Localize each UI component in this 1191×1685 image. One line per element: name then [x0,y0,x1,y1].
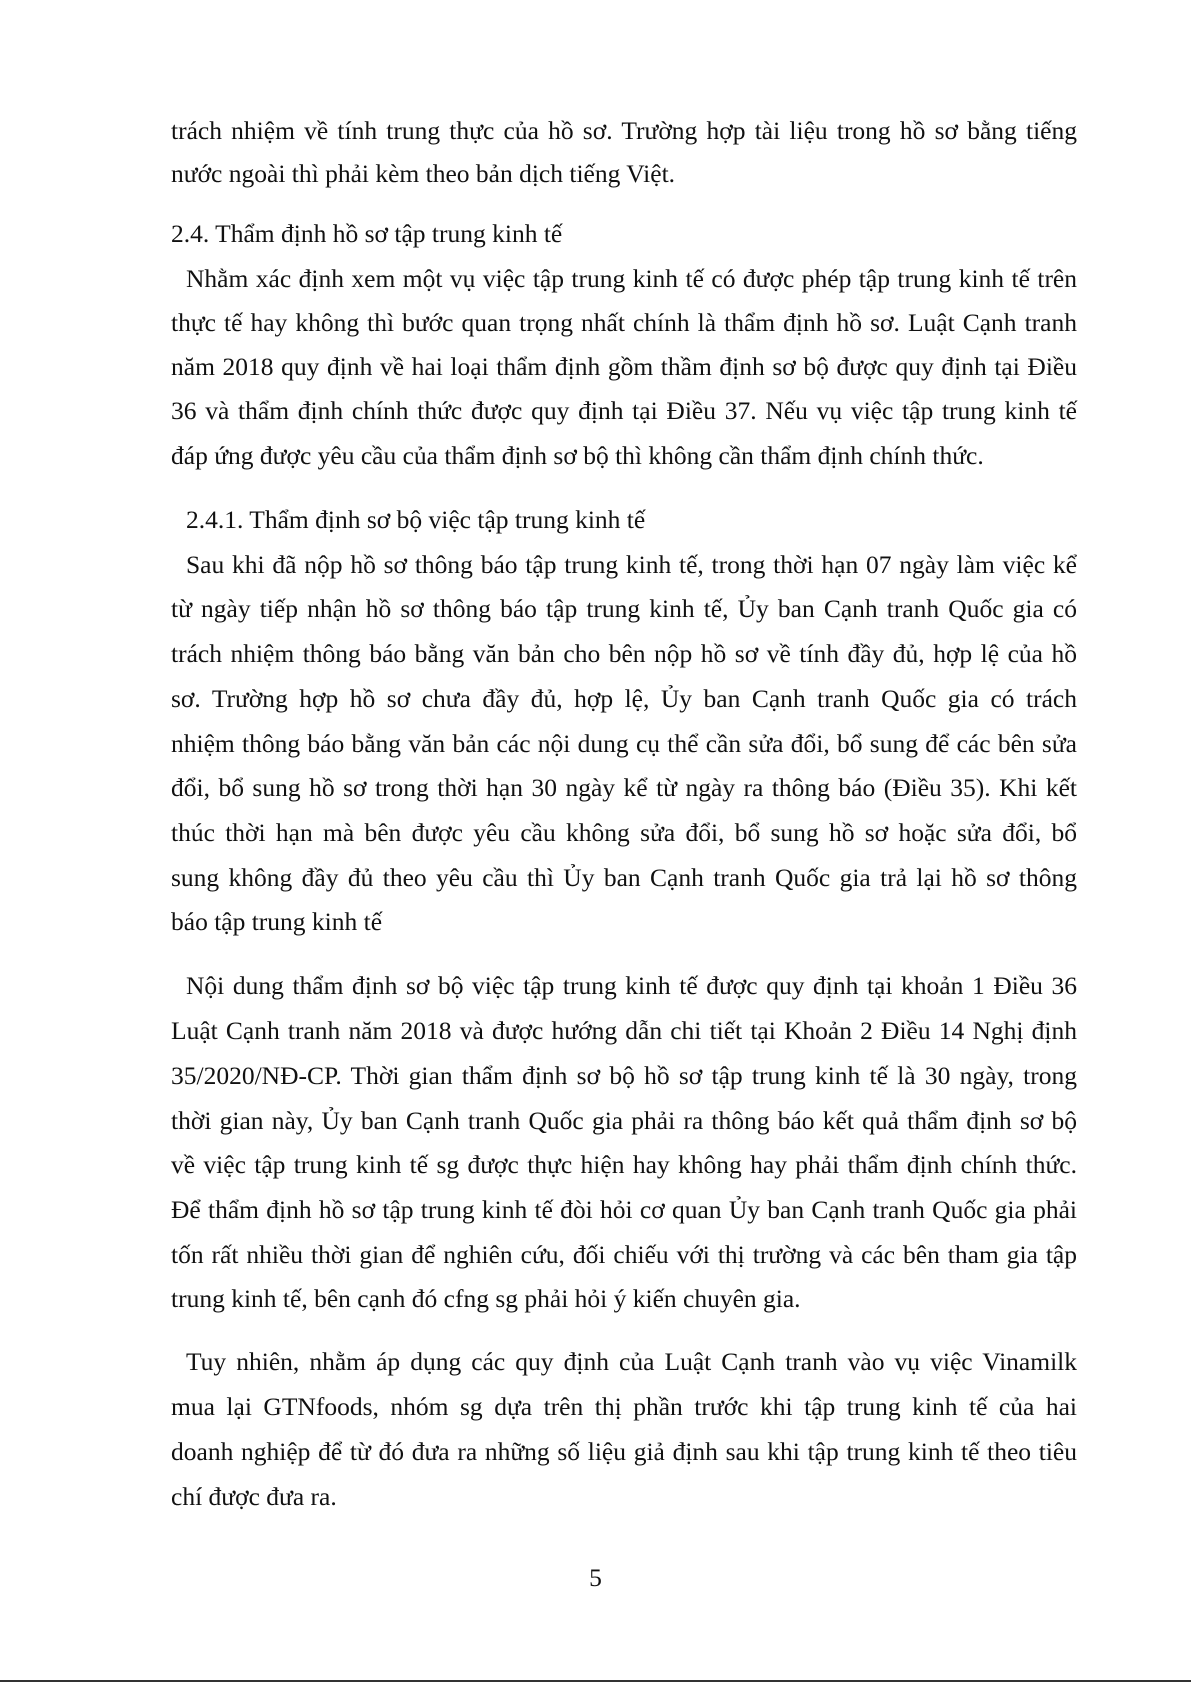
page-number: 5 [589,1563,602,1592]
para-2-4-1-line-2: từ ngày tiếp nhận hồ sơ thông báo tập trung kinh tế, Ủy ban Cạnh tranh Quốc gia có [171,594,1077,623]
para-content-line-5: về việc tập trung kinh tế sg được thực hiện hay không hay phải thẩm định chính thức. [171,1150,1077,1179]
para-content-line-3: 35/2020/NĐ-CP. Thời gian thẩm định sơ bộ hồ sơ tập trung kinh tế là 30 ngày, trong [171,1061,1077,1090]
para-vinamilk-line-1: Tuy nhiên, nhằm áp dụng các quy định của Luật Cạnh tranh vào vụ việc Vinamilk [186,1347,1077,1376]
para-vinamilk-line-3: doanh nghiệp để từ đó đưa ra những số liệu giả định sau khi tập trung kinh tế theo tiêu [171,1437,1077,1466]
para-2-4-1-line-3: trách nhiệm thông báo bằng văn bản cho bên nộp hồ sơ về tính đầy đủ, hợp lệ của hồ [171,639,1077,668]
para-content-line-2: Luật Cạnh tranh năm 2018 và được hướng dẫn chi tiết tại Khoản 2 Điều 14 Nghị định [171,1016,1077,1045]
para-2-4-1-line-9: báo tập trung kinh tế [171,907,383,936]
para-content-line-8: trung kinh tế, bên cạnh đó cfng sg phải hỏi ý kiến chuyên gia. [171,1284,801,1313]
para-content-line-7: tốn rất nhiều thời gian để nghiên cứu, đối chiếu với thị trường và các bên tham gia tập [171,1240,1077,1269]
intro-line-2: nước ngoài thì phải kèm theo bản dịch tiếng Việt. [171,159,676,188]
heading-2-4-1: 2.4.1. Thẩm định sơ bộ việc tập trung kinh tế [186,505,646,534]
para-2-4-1-line-7: thúc thời hạn mà bên được yêu cầu không sửa đổi, bổ sung hồ sơ hoặc sửa đổi, bổ [171,818,1077,847]
intro-line-1: trách nhiệm về tính trung thực của hồ sơ. Trường hợp tài liệu trong hồ sơ bằng tiếng [171,116,1077,145]
para-content-line-4: thời gian này, Ủy ban Cạnh tranh Quốc gia phải ra thông báo kết quả thẩm định sơ bộ [171,1106,1077,1135]
para-vinamilk-line-2: mua lại GTNfoods, nhóm sg dựa trên thị phần trước khi tập trung kinh tế của hai [171,1392,1077,1421]
para-2-4-1-line-4: sơ. Trường hợp hồ sơ chưa đầy đủ, hợp lệ, Ủy ban Cạnh tranh Quốc gia có trách [171,684,1077,713]
para-2-4-line-4: 36 và thẩm định chính thức được quy định tại Điều 37. Nếu vụ việc tập trung kinh tế [171,396,1077,425]
para-2-4-1-line-6: đổi, bổ sung hồ sơ trong thời hạn 30 ngày kể từ ngày ra thông báo (Điều 35). Khi kết [171,773,1077,802]
para-2-4-line-5: đáp ứng được yêu cầu của thẩm định sơ bộ thì không cần thẩm định chính thức. [171,441,984,470]
para-2-4-line-1: Nhằm xác định xem một vụ việc tập trung kinh tế có được phép tập trung kinh tế trên [186,264,1077,293]
para-2-4-1-line-1: Sau khi đã nộp hồ sơ thông báo tập trung kinh tế, trong thời hạn 07 ngày làm việc kể [186,550,1077,579]
para-content-line-1: Nội dung thẩm định sơ bộ việc tập trung kinh tế được quy định tại khoản 1 Điều 36 [186,971,1077,1000]
para-vinamilk-line-4: chí được đưa ra. [171,1482,337,1511]
para-2-4-1-line-5: nhiệm thông báo bằng văn bản các nội dung cụ thể cần sửa đổi, bổ sung để các bên sửa [171,729,1077,758]
para-content-line-6: Để thẩm định hồ sơ tập trung kinh tế đòi hỏi cơ quan Ủy ban Cạnh tranh Quốc gia phải [171,1195,1077,1224]
para-2-4-line-3: năm 2018 quy định về hai loại thẩm định gồm thầm định sơ bộ được quy định tại Điều [171,352,1077,381]
para-2-4-1-line-8: sung không đầy đủ theo yêu cầu thì Ủy ban Cạnh tranh Quốc gia trả lại hồ sơ thông [171,863,1077,892]
bottom-rule [0,1680,1191,1682]
para-2-4-line-2: thực tế hay không thì bước quan trọng nhất chính là thẩm định hồ sơ. Luật Cạnh tranh [171,308,1077,337]
heading-2-4: 2.4. Thẩm định hồ sơ tập trung kinh tế [171,219,563,248]
